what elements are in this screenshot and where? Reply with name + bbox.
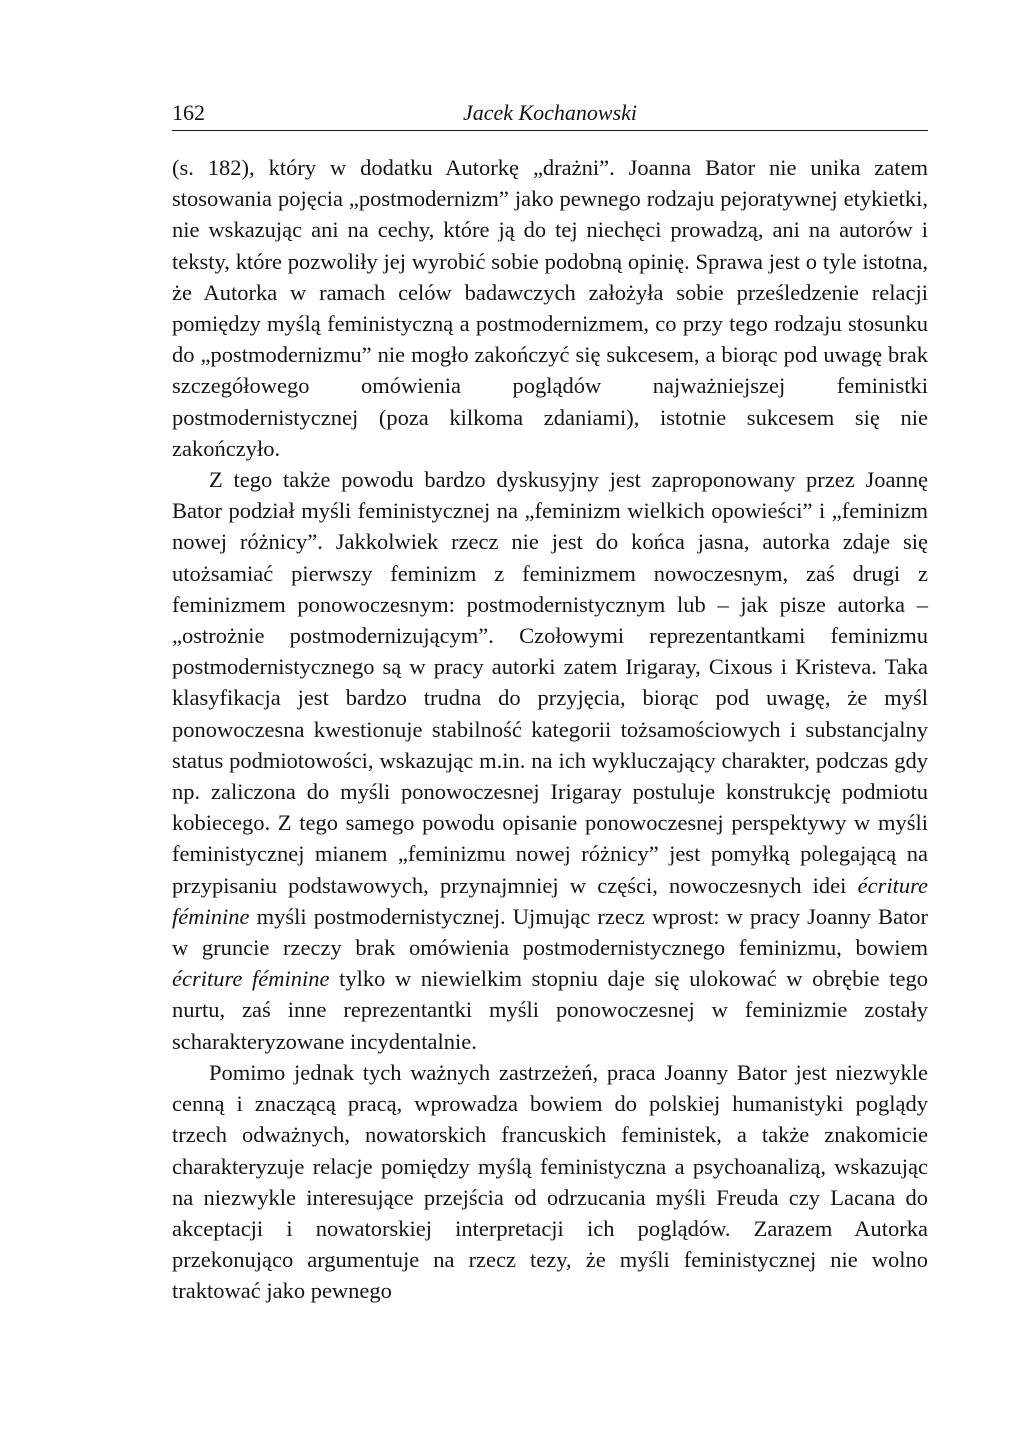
text-segment: (s. 182), który w dodatku Autorkę „drażni”. Joanna Bator nie unika zatem stosowania pojęcia „postmodernizm” jako pewnego rodzaju pejoratywnej etykietki, nie wskazując ani na cechy, które ją do tej niechęci prowadzą, ani na autorów i teksty, które pozwoliły jej wyrobić sobie podobną opinię. Sprawa jest o tyle istotna, że Autorka w ramach celów badawczych założyła sobie prześledzenie relacji pomiędzy myślą feministyczną a postmodernizmem, co przy tego rodzaju stosunku do „postmodernizmu” nie mogło zakończyć się sukcesem, a biorąc pod uwagę brak szczegółowego omówienia poglądów najważniejszej feministki postmodernistycznej (poza kilkoma zdaniami), istotnie sukcesem się nie zakończyło.	[172, 155, 928, 461]
italic-term: écriture féminine	[172, 966, 330, 992]
paragraph-1	[172, 152, 928, 464]
text-segment: tylko w niewielkim stopniu daje się ulokować w obrębie tego nurtu, zaś inne reprezentantki myśli ponowoczesnej w feminizmie zostały scharakteryzowane incydentalnie.	[172, 966, 928, 1054]
text-segment: myśli postmodernistycznej. Ujmując rzecz wprost: w pracy Joanny Bator w gruncie rzeczy brak omówienia postmodernistycznego feminizmu, bowiem	[172, 903, 928, 961]
paragraph-3	[172, 1057, 928, 1307]
book-page	[172, 96, 928, 1307]
body-text	[172, 152, 928, 1307]
header-rule	[172, 130, 928, 131]
text-segment: Pomimo jednak tych ważnych zastrzeżeń, praca Joanny Bator jest niezwykle cenną i znaczącą pracą, wprowadza bowiem do polskiej humanistyki poglądy trzech odważnych, nowatorskich francuskich feministek, a także znakomicie charakteryzuje relacje pomiędzy myślą feministyczna a psychoanalizą, wskazując na niezwykle interesujące przejścia od odrzucania myśli Freuda czy Lacana do akceptacji i nowatorskiej interpretacji ich poglądów. Zarazem Autorka przekonująco argumentuje na rzecz tezy, że myśli feministycznej nie wolno traktować jako pewnego	[172, 1059, 928, 1304]
page-number: 162	[172, 100, 205, 125]
paragraph-2	[172, 464, 928, 1057]
running-title: Jacek Kochanowski	[462, 100, 638, 125]
running-head	[172, 96, 928, 130]
text-segment: Z tego także powodu bardzo dyskusyjny jest zaproponowany przez Joannę Bator podział myśli feministycznej na „feminizm wielkich opowieści” i „feminizm nowej różnicy”. Jakkolwiek rzecz nie jest do końca jasna, autorka zdaje się utożsamiać pierwszy feminizm z feminizmem nowoczesnym, zaś drugi z feminizmem ponowoczesnym: postmodernistycznym lub – jak pisze autorka – „ostrożnie postmodernizującym”. Czołowymi reprezentantkami feminizmu postmodernistycznego są w pracy autorki zatem Irigaray, Cixous i Kristeva. Taka klasyfikacja jest bardzo trudna do przyjęcia, biorąc pod uwagę, że myśl ponowoczesna kwestionuje stabilność kategorii tożsamościowych i substancjalny status podmiotowości, wskazując m.in. na ich wykluczający charakter, podczas gdy np. zaliczona do myśli ponowoczesnej Irigaray postuluje konstrukcję podmiotu kobiecego. Z tego samego powodu opisanie ponowoczesnej perspektywy w myśli feministycznej mianem „feminizmu nowej różnicy” jest pomyłką polegającą na przypisaniu podstawowych, przynajmniej w części, nowoczesnych idei	[172, 467, 928, 898]
italic-term: écriture féminine	[172, 872, 928, 929]
